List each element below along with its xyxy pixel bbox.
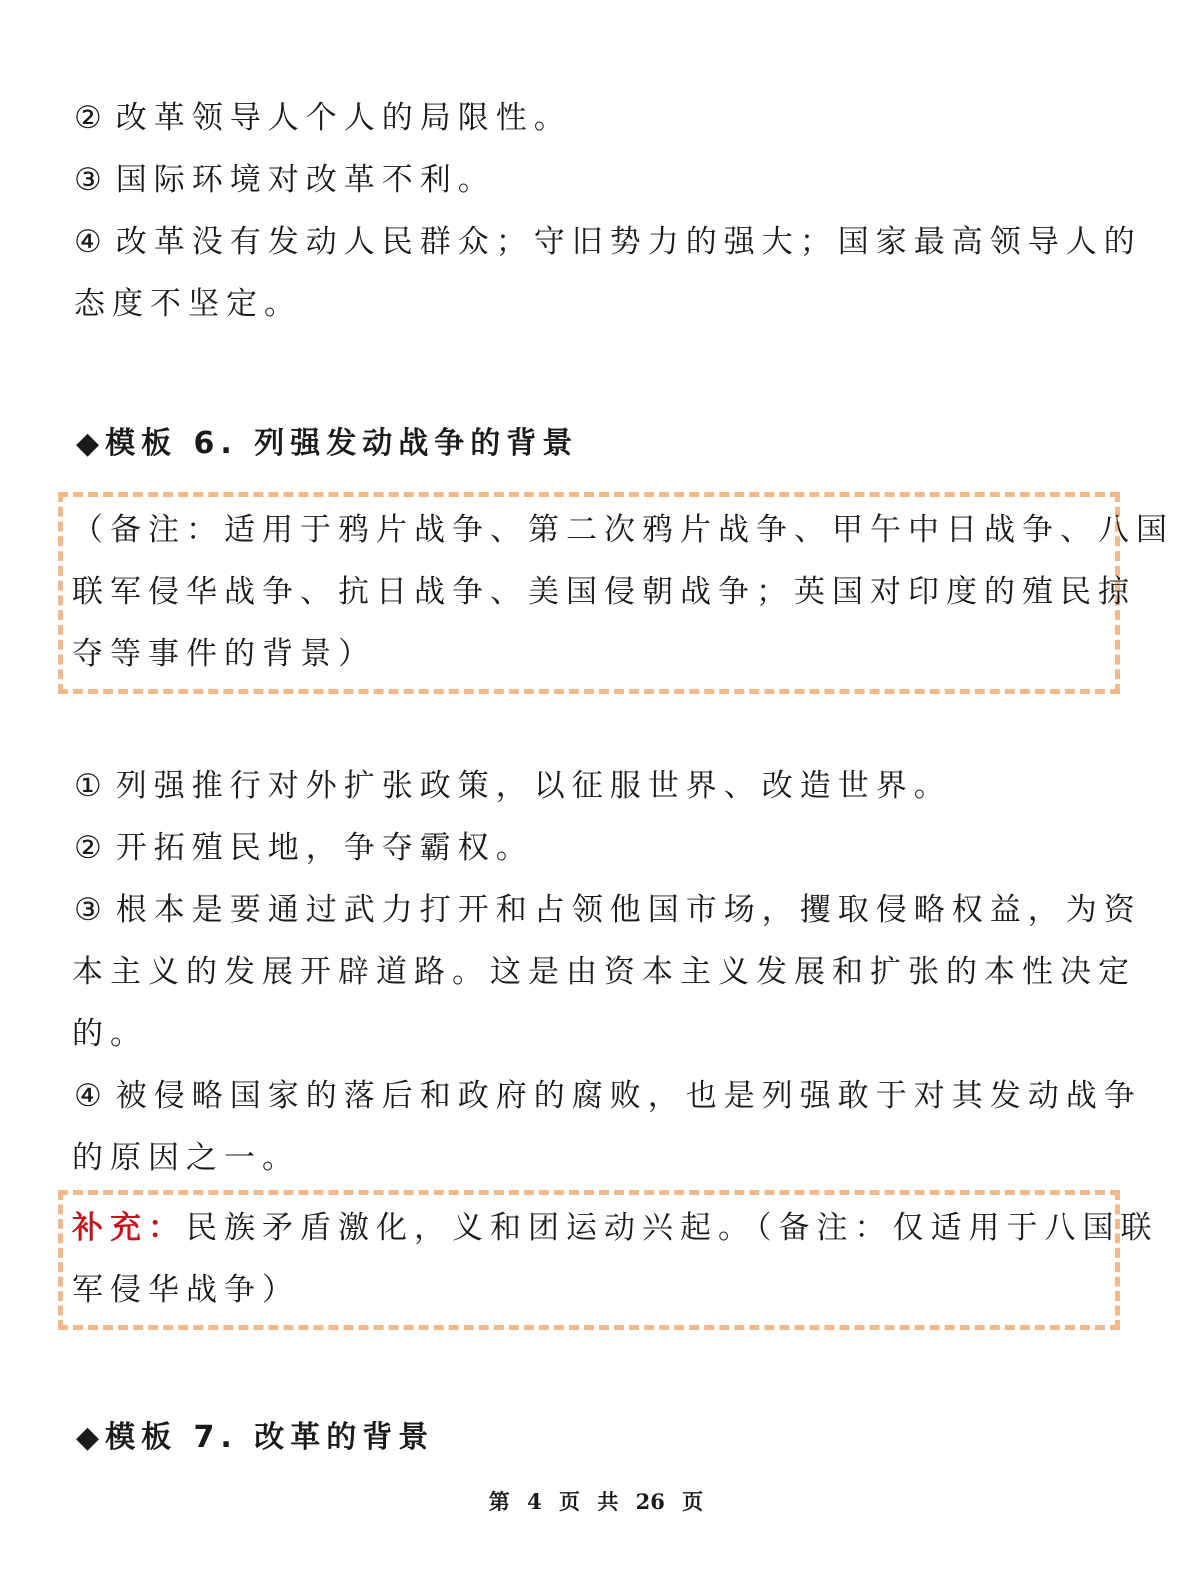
list-item: [74, 160, 496, 200]
section-title: 模板 7. 改革的背景: [105, 1420, 435, 1455]
supplement-continuation: 军侵华战争）: [72, 1272, 300, 1308]
note-line: 联军侵华战争、抗日战争、美国侵朝战争；英国对印度的殖民掠: [72, 574, 1136, 610]
item-number: ③: [74, 162, 102, 198]
item-text: 国际环境对改革不利。: [115, 162, 496, 198]
item-continuation: 态度不坚定。: [74, 286, 302, 322]
item-text: 开拓殖民地，争夺霸权。: [115, 830, 534, 866]
page-footer: 第 4 页 共 26 页: [488, 1489, 704, 1514]
list-item: [74, 222, 1142, 262]
supplement-label: 补充：: [72, 1210, 186, 1246]
item-continuation: 的原因之一。: [72, 1140, 300, 1176]
note-line: （备注：适用于鸦片战争、第二次鸦片战争、甲午中日战争、八国: [72, 512, 1174, 548]
item-text: 改革没有发动人民群众；守旧势力的强大；国家最高领导人的: [115, 224, 1142, 260]
list-item: [74, 828, 534, 868]
item-number: ④: [74, 1078, 102, 1114]
item-continuation: 本主义的发展开辟道路。这是由资本主义发展和扩张的本性决定: [72, 954, 1136, 990]
item-number: ②: [74, 100, 102, 136]
list-item: [74, 98, 572, 138]
item-continuation: 的。: [72, 1016, 148, 1052]
note-line: 夺等事件的背景）: [72, 636, 376, 672]
item-text: 改革领导人个人的局限性。: [115, 100, 572, 136]
diamond-icon: ◆: [76, 426, 100, 461]
supplement-text: 民族矛盾激化，义和团运动兴起。（备注：仅适用于八国联: [186, 1210, 1159, 1246]
list-item: [74, 1076, 1142, 1116]
item-number: ④: [74, 224, 102, 260]
section-heading: [76, 1418, 434, 1458]
list-item: [74, 890, 1142, 930]
diamond-icon: ◆: [76, 1420, 100, 1455]
item-text: 被侵略国家的落后和政府的腐败，也是列强敢于对其发动战争: [115, 1078, 1142, 1114]
supplement-line: [72, 1208, 1159, 1248]
list-item: [74, 766, 952, 806]
item-number: ③: [74, 892, 102, 928]
item-text: 根本是要通过武力打开和占领他国市场，攫取侵略权益，为资: [115, 892, 1142, 928]
item-text: 列强推行对外扩张政策，以征服世界、改造世界。: [115, 768, 952, 804]
section-title: 模板 6. 列强发动战争的背景: [105, 426, 579, 461]
section-heading: [76, 424, 578, 464]
item-number: ①: [74, 768, 102, 804]
item-number: ②: [74, 830, 102, 866]
